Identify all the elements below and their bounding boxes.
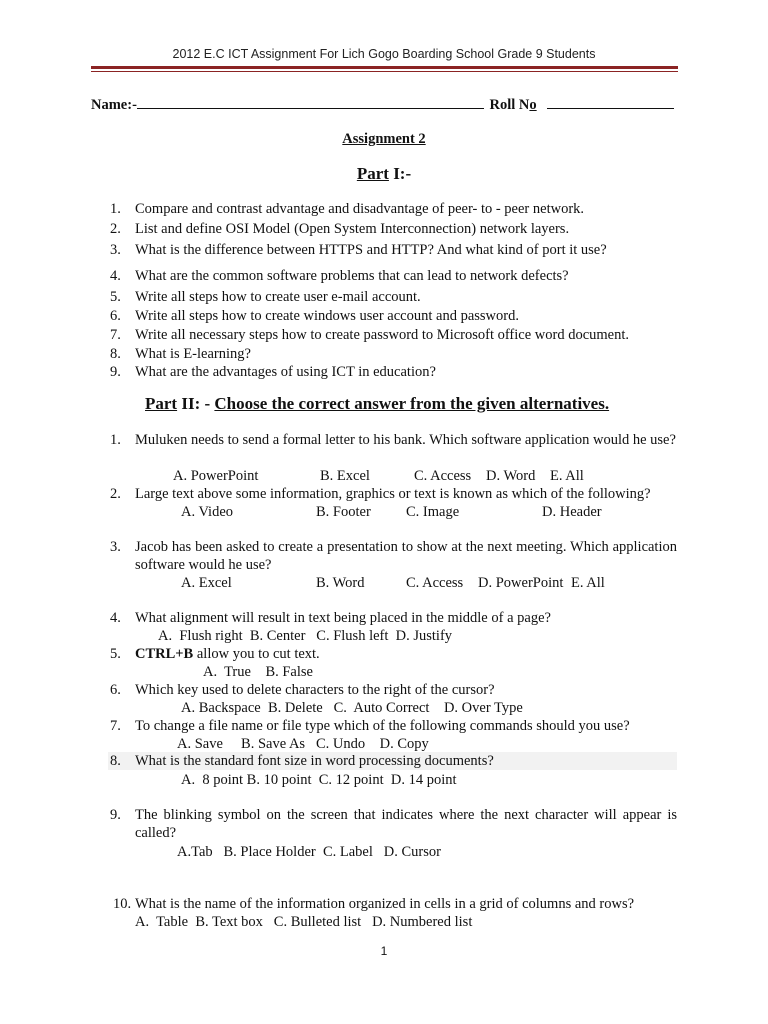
question-text: Large text above some information, graphics or text is known as which of the following? <box>135 486 651 502</box>
options-line: A. Flush right B. Center C. Flush left D. Justify <box>158 628 453 644</box>
name-line <box>91 94 674 114</box>
option: B. Excel <box>320 468 370 484</box>
header-rule-thin <box>91 71 678 72</box>
option: D. Word <box>486 468 536 484</box>
question-text: What is the name of the information organized in cells in a grid of columns and rows? <box>135 896 635 912</box>
question-text: Which key used to delete characters to the right of the cursor? <box>135 682 495 698</box>
options-line: A.Tab B. Place Holder C. Label D. Cursor <box>177 844 441 860</box>
question-text: CTRL+B allow you to cut text. <box>135 646 320 662</box>
option: C. Access <box>414 468 472 484</box>
option: E. All <box>571 575 605 591</box>
option: A. Excel <box>181 575 232 591</box>
option: C. Image <box>406 504 460 520</box>
option: A. Video <box>181 504 234 520</box>
roll-blank <box>547 94 674 109</box>
roll-label: Roll N <box>489 97 530 113</box>
question-text: The blinking symbol on the screen that indicates where the next character will appear is called? <box>135 807 677 841</box>
assignment-title: Assignment 2 <box>342 131 426 147</box>
page-header: 2012 E.C ICT Assignment For Lich Gogo Boarding School Grade 9 Students <box>172 47 596 61</box>
options-line: A. Save B. Save As C. Undo D. Copy <box>177 736 429 752</box>
question-text: Jacob has been asked to create a presentation to show at the next meeting. Which application software would he use? <box>135 539 677 573</box>
option: D. PowerPoint <box>478 575 564 591</box>
options-line: A. Backspace B. Delete C. Auto Correct D. Over Type <box>181 700 523 716</box>
question-text: What is the standard font size in word processing documents? <box>135 753 494 769</box>
question-text: What alignment will result in text being placed in the middle of a page? <box>135 610 551 626</box>
page-number: 1 <box>380 944 388 958</box>
roll-label-suffix: o <box>529 97 537 113</box>
question-text: Muluken needs to send a formal letter to his bank. Which software application would he use? <box>135 432 676 448</box>
part1-heading: Part I:- <box>356 164 412 183</box>
part2-heading: Part II: - Choose the correct answer from the given alternatives. <box>145 394 610 413</box>
option: B. Footer <box>316 504 371 520</box>
option: D. Header <box>542 504 602 520</box>
options-line: A. Table B. Text box C. Bulleted list D. Numbered list <box>135 914 473 930</box>
question-text: To change a file name or file type which of the following commands should you use? <box>135 718 630 734</box>
header-rule-thick <box>91 66 678 69</box>
option: A. PowerPoint <box>173 468 259 484</box>
options-line: A. 8 point B. 10 point C. 12 point D. 14 point <box>181 772 457 788</box>
question-number: 10. <box>113 896 132 912</box>
name-blank <box>137 94 484 109</box>
name-label: Name:- <box>91 97 137 113</box>
option: E. All <box>550 468 584 484</box>
options-line: A. True B. False <box>203 664 313 680</box>
option: C. Access <box>406 575 464 591</box>
option: B. Word <box>316 575 365 591</box>
